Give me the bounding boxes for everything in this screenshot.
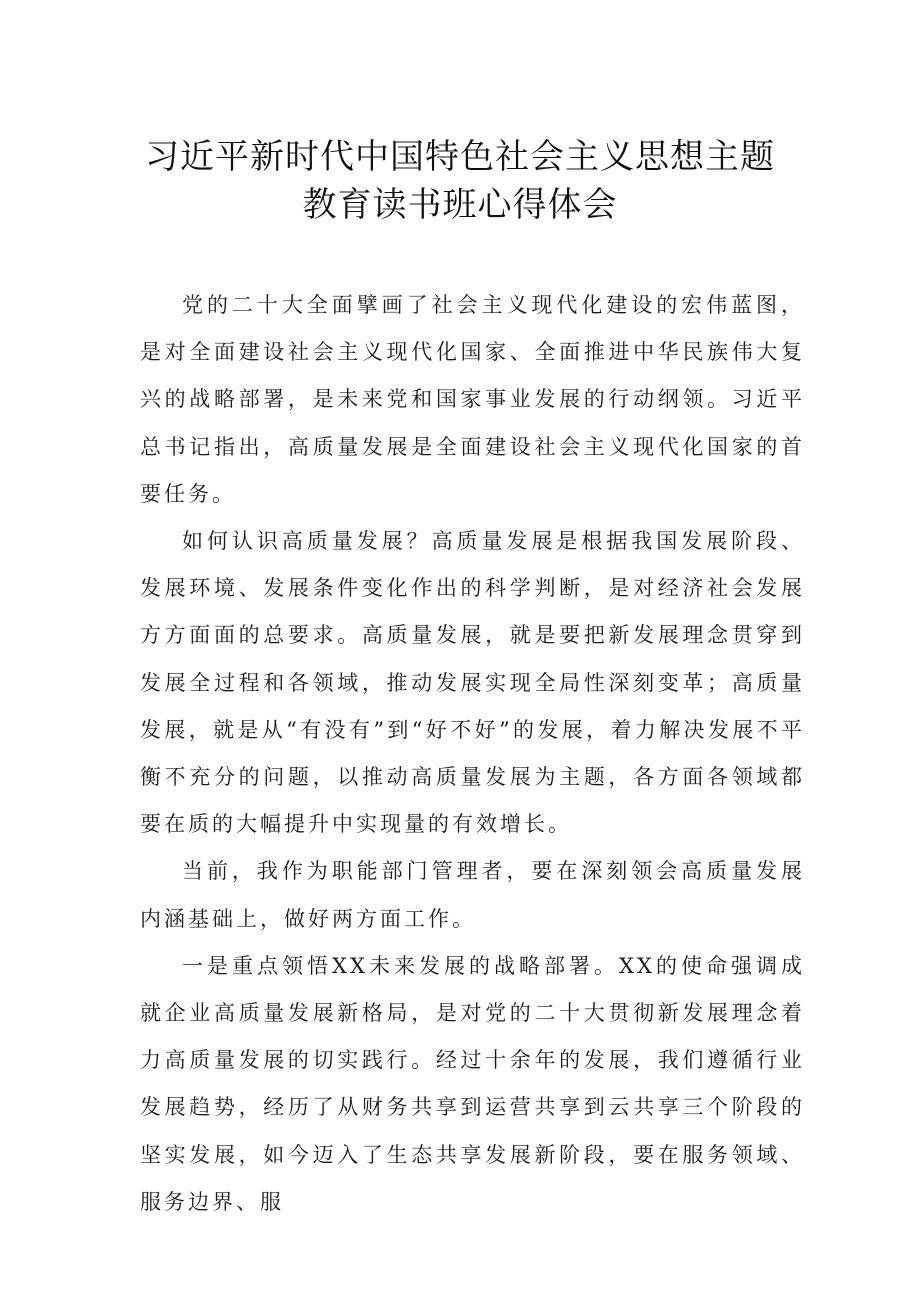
- document-body: [140, 282, 805, 1226]
- document-title: [0, 133, 920, 229]
- title-line-1: 习近平新时代中国特色社会主义思想主题: [145, 137, 775, 177]
- paragraph-2: 如何认识高质量发展？高质量发展是根据我国发展阶段、发展环境、发展条件变化作出的科学判断，是对经济社会发展方方面面的总要求。高质量发展，就是要把新发展理念贯穿到发展全过程和各领域，推动发展实现全局性深刻变革；高质量发展，就是从“有没有”到“好不好”的发展，着力解决发展不平衡不充分的问题，以推动高质量发展为主题，各方面各领域都要在质的大幅提升中实现量的有效增长。: [140, 529, 805, 837]
- paragraph-1: 党的二十大全面擘画了社会主义现代化建设的宏伟蓝图，是对全面建设社会主义现代化国家、全面推进中华民族伟大复兴的战略部署，是未来党和国家事业发展的行动纲领。习近平总书记指出，高质量发展是全面建设社会主义现代化国家的首要任务。: [140, 293, 805, 506]
- paragraph-4: 一是重点领悟XX未来发展的战略部署。XX的使命强调成就企业高质量发展新格局，是对党的二十大贯彻新发展理念着力高质量发展的切实践行。经过十余年的发展，我们遵循行业发展趋势，经历了从财务共享到运营共享到云共享三个阶段的坚实发展，如今迈入了生态共享发展新阶段，要在服务领域、服务边界、服: [140, 953, 805, 1214]
- title-line-2: 教育读书班心得体会: [302, 185, 618, 225]
- paragraph-3: 当前，我作为职能部门管理者，要在深刻领会高质量发展内涵基础上，做好两方面工作。: [140, 859, 805, 931]
